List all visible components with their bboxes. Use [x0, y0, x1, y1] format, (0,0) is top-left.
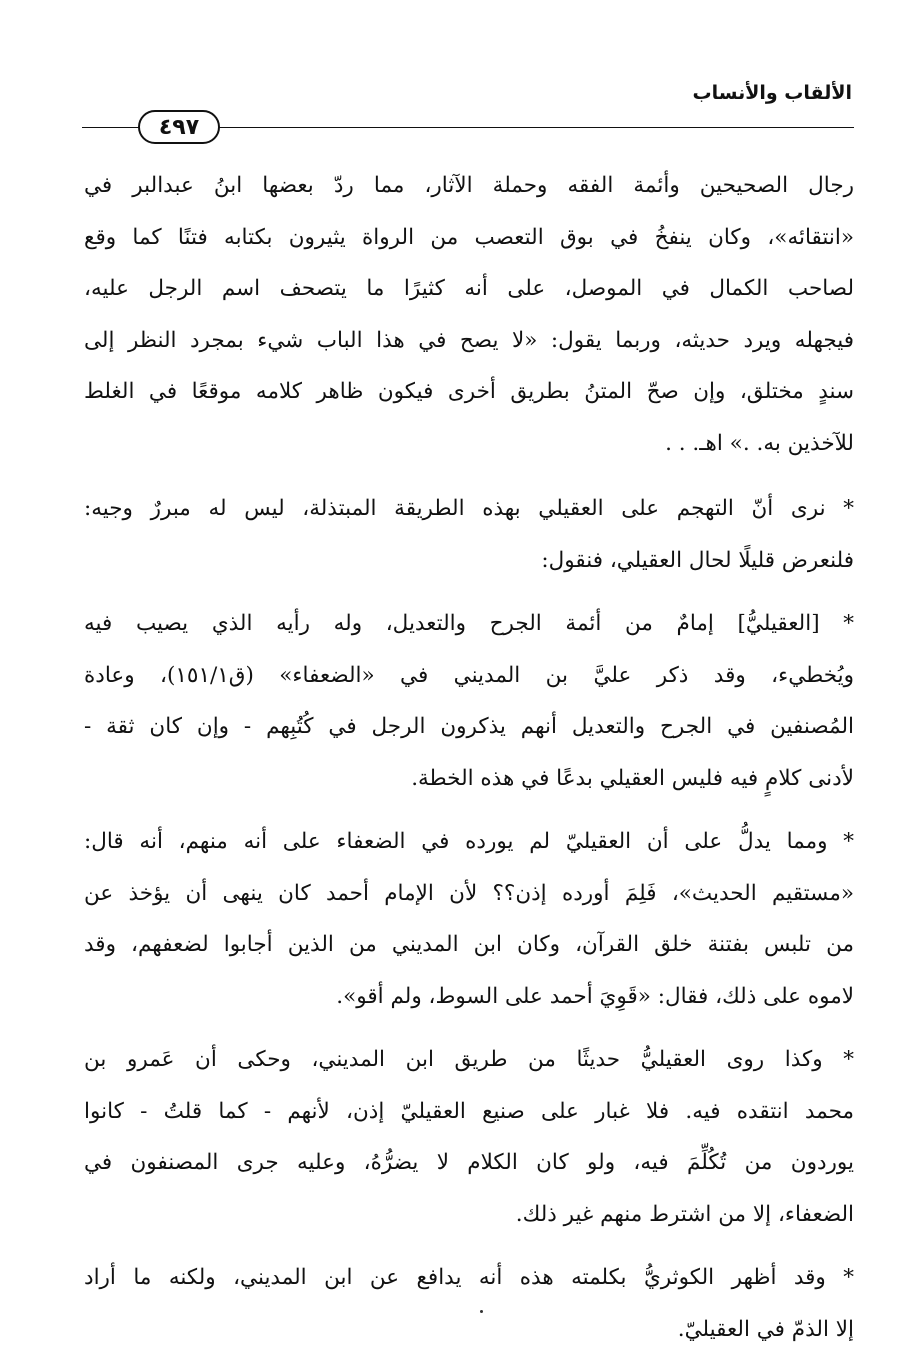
- text-line: رجال الصحيحين وأئمة الفقه وحملة الآثار، مما ردّ بعضها ابنُ عبدالبر في: [84, 173, 854, 198]
- paragraph: [84, 1252, 854, 1355]
- text-line: الضعفاء، إلا من اشترط منهم غير ذلك.: [515, 1201, 854, 1227]
- text-line: * ومما يدلُّ على أن العقيليّ لم يورده في الضعفاء على أنه منهم، أنه قال:: [84, 829, 854, 854]
- paragraph: [84, 816, 854, 1022]
- text-line: * [العقيليُّ] إمامٌ من أئمة الجرح والتعديل، وله رأيه الذي يصيب فيه: [84, 611, 854, 636]
- text-line: محمد انتقده فيه. فلا غبار على صنيع العقيليّ إذن، لأنهم - كما قلتُ - كانوا: [84, 1098, 854, 1124]
- text-line: للآخذين به. .» اهـ. . .: [665, 430, 854, 456]
- running-head: الألقاب والأنساب: [692, 82, 852, 104]
- text-line: «مستقيم الحديث»، فَلِمَ أورده إذن؟؟ لأن الإمام أحمد كان ينهى أن يؤخذ عن: [84, 880, 854, 906]
- paragraph: [84, 1034, 854, 1240]
- text-line: لأدنى كلامٍ فيه فليس العقيلي بدعًا في هذه الخطة.: [411, 765, 854, 791]
- text-line: سندٍ مختلق، وإن صحّ المتنُ بطريق أخرى فيكون ظاهر كلامه موقعًا في الغلط: [84, 379, 854, 404]
- paragraph: [84, 160, 854, 469]
- footer-dot: [480, 1310, 483, 1313]
- text-line: * وكذا روى العقيليُّ حديثًا من طريق ابن المديني، وحكى أن عَمرو بن: [84, 1047, 854, 1072]
- paragraph: [84, 598, 854, 804]
- text-line: من تلبس بفتنة خلق القرآن، وكان ابن المديني من الذين أجابوا لضعفهم، وقد: [84, 932, 854, 957]
- text-line: * وقد أظهر الكوثريُّ بكلمته هذه أنه يدافع عن ابن المديني، ولكنه ما أراد: [84, 1265, 854, 1290]
- text-line: لصاحب الكمال في الموصل، على أنه كثيرًا ما يتصحف اسم الرجل عليه،: [84, 276, 854, 301]
- paragraph: [84, 483, 854, 586]
- text-line: فلنعرض قليلًا لحال العقيلي، فنقول:: [541, 547, 854, 573]
- body-text: [84, 160, 854, 1367]
- text-line: «انتقائه»، وكان ينفخُ في بوق التعصب من الرواة يثيرون بكتابه فتنًا كما وقع: [84, 224, 854, 250]
- text-line: يوردون من تُكُلِّمَ فيه، ولو كان الكلام لا يضرُّهُ، وعليه جرى المصنفون في: [84, 1150, 854, 1175]
- text-line: لاموه على ذلك، فقال: «قَوِيَ أحمد على السوط، ولم أقو».: [336, 983, 854, 1009]
- text-line: إلا الذمّ في العقيليّ.: [677, 1316, 854, 1342]
- page-number: ٤٩٧: [138, 110, 220, 144]
- text-line: ويُخطيء، وقد ذكر عليَّ بن المديني في «الضعفاء» (ق١٥١/١)، وعادة: [84, 662, 854, 688]
- text-line: المُصنفين في الجرح والتعديل أنهم يذكرون الرجل في كُتُبِهم - وإن كان ثقة -: [84, 714, 854, 739]
- text-line: فيجهله ويرد حديثه، وربما يقول: «لا يصح في هذا الباب شيء بمجرد النظر إلى: [84, 327, 854, 353]
- text-line: * نرى أنّ التهجم على العقيلي بهذه الطريقة المبتذلة، ليس له مبررٌ وجيه:: [84, 496, 854, 521]
